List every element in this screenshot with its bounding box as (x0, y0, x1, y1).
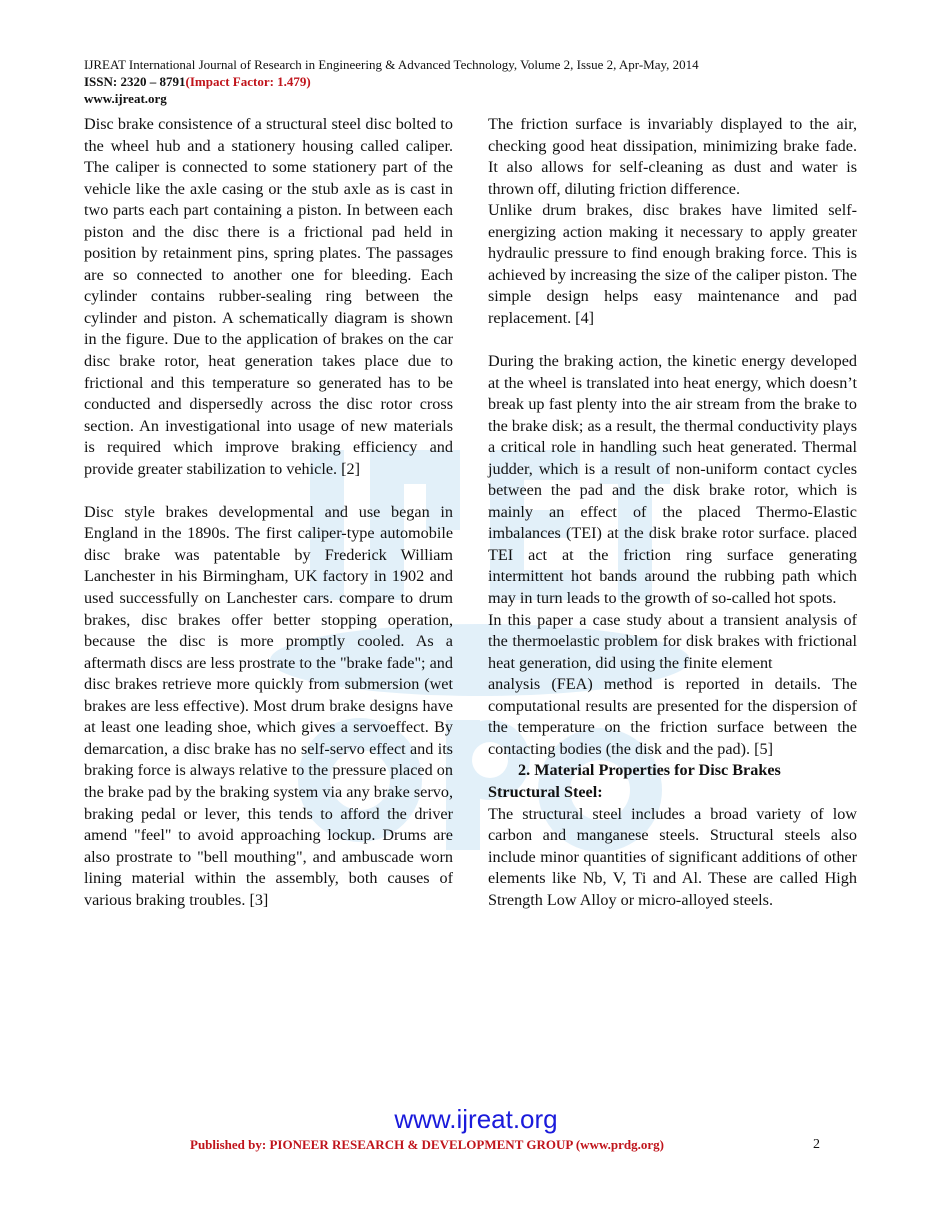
footer-publisher: Published by: PIONEER RESEARCH & DEVELOPMENT GROUP (www.prdg.org) (190, 1137, 664, 1152)
subheading: Structural Steel: (488, 782, 603, 801)
paragraph: Disc style brakes developmental and use began in England in the 1890s. The first caliper-type automobile disc brake was patentable by Frederick William Lanchester in his Birmingham, UK factory in 1902 and used successfully on Lanchester cars. compare to drum brakes, disc brakes offer better stopping operation, because the disc is more promptly cooled. As a aftermath discs are less prostrate to the "brake fade"; and disc brakes retrieve more quickly from submersion (wet brakes are less effective). Most drum brake designs have at least one leading shoe, which gives a servoeffect. By demarcation, a disc brake has no self-servo effect and its braking force is always relative to the pressure placed on the brake pad by the braking system via any brake servo, braking pedal or lever, this tends to afford the driver amend "feel" to avoid approaching lockup. Drums are also prostrate to "bell mouthing", and ambuscade worn lining material within the assembly, both causes of various braking troubles. [3] (84, 502, 453, 909)
paragraph: In this paper a case study about a transient analysis of the thermoelastic problem for disk brakes with frictional heat generation, did using the finite element (488, 610, 857, 672)
section-heading: 2. Material Properties for Disc Brakes (518, 761, 781, 780)
issn-line (84, 73, 699, 90)
footer-url[interactable]: www.ijreat.org (394, 1104, 558, 1134)
paragraph: During the braking action, the kinetic energy developed at the wheel is translated into heat energy, which doesn’t break up fast plenty into the air stream from the brake to the brake disk; as a result, the thermal conductivity plays a critical role in handling such heat generated. Thermal judder, which is a result of non-uniform contact cycles between the pad and the disk brake rotor, which is mainly an effect of the placed Thermo-Elastic imbalances (TEI) at the disk brake rotor surface. placed TEI act at the friction ring surface generating intermittent hot bands around the rubbing path which may in turn leads to the growth of so-called hot spots. (488, 352, 857, 608)
right-column (488, 114, 857, 911)
paragraph: Unlike drum brakes, disc brakes have limited self-energizing action making it necessary to apply greater hydraulic pressure to find enough braking force. This is achieved by increasing the size of the caliper piston. The simple design helps easy maintenance and pad replacement. [4] (488, 201, 857, 327)
page-header (84, 56, 699, 107)
journal-title: IJREAT International Journal of Research in Engineering & Advanced Technology, Volume 2, Issue 2, Apr-May, 2014 (84, 57, 699, 72)
issn: ISSN: 2320 – 8791 (84, 74, 186, 89)
paragraph: The friction surface is invariably displayed to the air, checking good heat dissipation, minimizing brake fade. It also allows for self-cleaning as dust and water is thrown off, diluting friction difference. (488, 115, 857, 198)
page-number: 2 (813, 1137, 820, 1152)
paragraph: analysis (FEA) method is reported in details. The computational results are presented for the dispersion of the temperature on the friction surface between the contacting bodies (the disk and the pad). [5] (488, 675, 857, 758)
left-column (84, 114, 453, 911)
paragraph: Disc brake consistence of a structural steel disc bolted to the wheel hub and a stationery housing called caliper. The caliper is connected to some stationery part of the vehicle like the axle casing or the stub axle as is cast in two parts each part containing a piston. In between each piston and the disc there is a frictional pad held in position by retainment pins, spring plates. The passages are so connected to another one for bleeding. Each cylinder contains rubber-sealing ring between the cylinder and piston. A schematically diagram is shown in the figure. Due to the application of brakes on the car disc brake rotor, heat generation takes place due to frictional and this temperature so generated has to be conducted and dispersedly across the disc rotor cross section. An investigational into usage of new materials is required which improve braking efficiency and provide greater stabilization to vehicle. [2] (84, 115, 453, 478)
impact-factor: (Impact Factor: 1.479) (185, 74, 311, 89)
header-website: www.ijreat.org (84, 91, 167, 106)
paragraph: The structural steel includes a broad variety of low carbon and manganese steels. Structural steels also include minor quantities of significant additions of other elements like Nb, V, Ti and Al. These are called High Strength Low Alloy or micro-alloyed steels. (488, 804, 857, 909)
